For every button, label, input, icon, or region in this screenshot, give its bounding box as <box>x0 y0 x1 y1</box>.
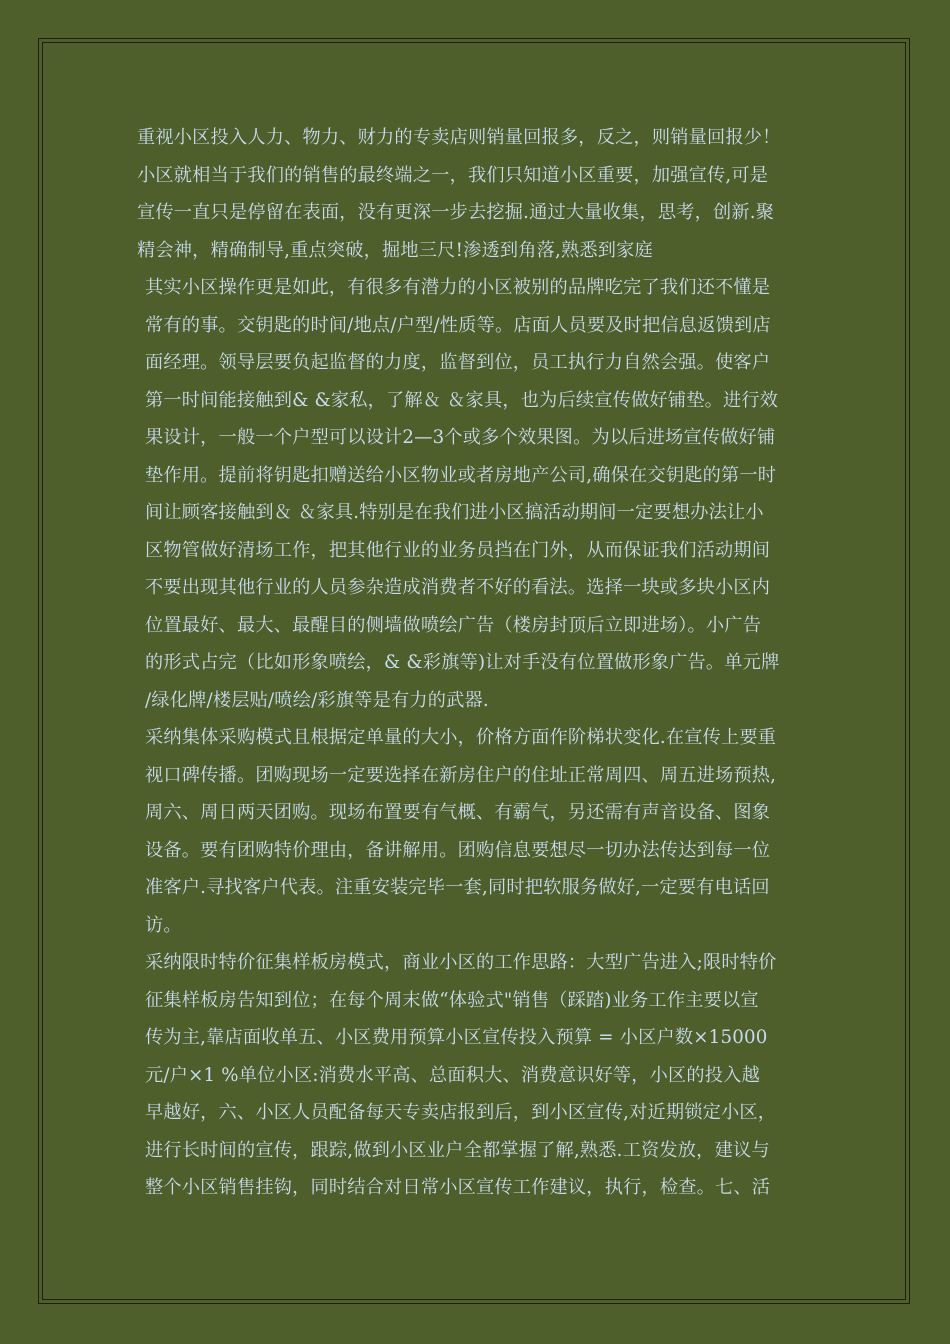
text-line: 重视小区投入人力、物力、财力的专卖店则销量回报多，反之，则销量回报少！ <box>137 127 781 148</box>
text-line: 常有的事。交钥匙的时间/地点/户型/性质等。店面人员要及时把信息返馈到店 <box>145 314 771 336</box>
paragraph-3 <box>134 719 814 944</box>
paragraph-1 <box>134 119 814 269</box>
document-body <box>134 119 814 1207</box>
text-line: 元/户×1 %单位小区:消费水平高、总面积大、消费意识好等，小区的投入越 <box>145 1064 760 1086</box>
text-line: 果设计，一般一个户型可以设计2—3个或多个效果图。为以后进场宣传做好铺 <box>145 427 776 448</box>
paragraph-2 <box>134 269 814 719</box>
text-line: /绿化牌/楼层贴/喷绘/彩旗等是有力的武器. <box>145 689 489 711</box>
text-line: 第一时间能接触到& &家私，了解＆ ＆家具，也为后续宣传做好铺垫。进行效 <box>145 389 779 411</box>
text-line: 整个小区销售挂钩，同时结合对日常小区宣传工作建议，执行，检查。七、活 <box>145 1177 771 1198</box>
text-line: 垫作用。提前将钥匙扣赠送给小区物业或者房地产公司,确保在交钥匙的第一时 <box>145 464 777 486</box>
text-line: 宣传一直只是停留在表面，没有更深一步去挖掘.通过大量收集，思考，创新.聚 <box>137 202 775 223</box>
text-line: 进行长时间的宣传，跟踪,做到小区业户全都掌握了解,熟悉.工资发放，建议与 <box>145 1139 770 1161</box>
text-line: 采纳集体采购模式且根据定单量的大小，价格方面作阶梯状变化.在宣传上要重 <box>145 727 777 748</box>
paragraph-4 <box>134 944 814 1207</box>
text-line: 设备。要有团购特价理由，备讲解用。团购信息要想尽一切办法传达到每一位 <box>145 839 771 861</box>
text-line: 其实小区操作更是如此，有很多有潜力的小区被别的品牌吃完了我们还不懂是 <box>145 277 771 298</box>
text-line: 早越好，六、小区人员配备每天专卖店报到后，到小区宣传,对近期锁定小区， <box>145 1102 777 1123</box>
text-line: 访。 <box>145 914 182 936</box>
text-line: 区物管做好清场工作，把其他行业的业务员挡在门外，从而保证我们活动期间 <box>145 539 771 561</box>
text-line: 精会神，精确制导,重点突破，掘地三尺!渗透到角落,熟悉到家庭 <box>137 239 653 261</box>
text-line: 采纳限时特价征集样板房模式，商业小区的工作思路：大型广告进入;限时特价 <box>145 952 777 973</box>
text-line: 准客户.寻找客户代表。注重安装完毕一套,同时把软服务做好,一定要有电话回 <box>145 877 770 898</box>
text-line: 小区就相当于我们的销售的最终端之一，我们只知道小区重要，加强宣传,可是 <box>137 164 769 186</box>
text-line: 间让顾客接触到＆ ＆家具.特别是在我们进小区搞活动期间一定要想办法让小 <box>145 502 764 523</box>
text-line: 的形式占完（比如形象喷绘，& &彩旗等)让对手没有位置做形象广告。单元牌 <box>145 652 780 673</box>
text-line: 周六、周日两天团购。现场布置要有气概、有霸气，另还需有声音设备、图象 <box>145 802 771 823</box>
text-line: 面经理。领导层要负起监督的力度，监督到位，员工执行力自然会强。使客户 <box>145 352 771 373</box>
text-line: 不要出现其他行业的人员参杂造成消费者不好的看法。选择一块或多块小区内 <box>145 577 771 598</box>
text-line: 传为主,靠店面收单五、小区费用预算小区宣传投入预算 = 小区户数×15000 <box>145 1027 768 1048</box>
text-line: 视口碑传播。团购现场一定要选择在新房住户的住址正常周四、周五进场预热, <box>145 764 777 786</box>
text-line: 征集样板房告知到位；在每个周末做“体验式"销售（踩踏)业务工作主要以宣 <box>145 989 759 1011</box>
text-line: 位置最好、最大、最醒目的侧墙做喷绘广告（楼房封顶后立即进场）。小广告 <box>145 614 762 636</box>
